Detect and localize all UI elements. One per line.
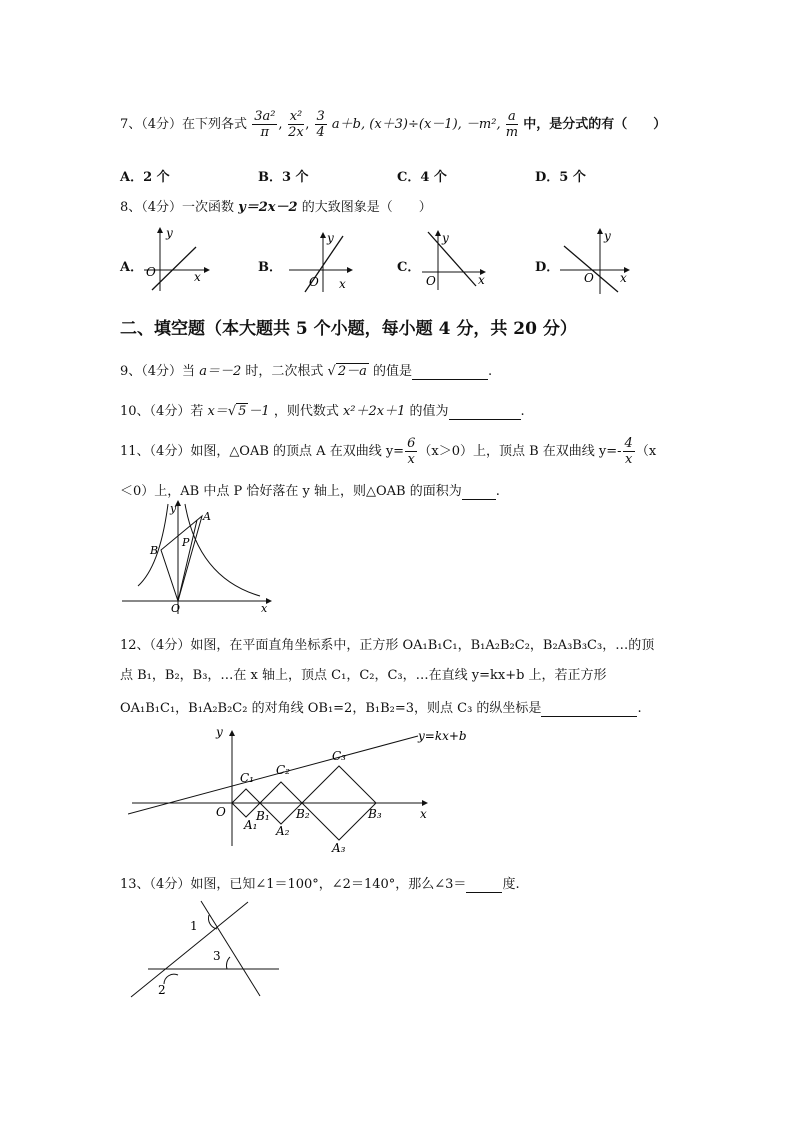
q7-f4-num: a	[506, 109, 518, 125]
q10-radicand: 5	[238, 404, 247, 419]
q11-fraction-2	[623, 436, 635, 467]
q11-a-label: A	[203, 510, 211, 523]
q11-y-label: y	[170, 502, 177, 515]
q12-period: .	[637, 701, 642, 716]
q8d-origin-label: O	[584, 271, 594, 285]
section-title: 二、填空题（本大题共 5 个小题，每小题 4 分，共 20 分）	[120, 319, 577, 339]
q12-c3-label: C₃	[332, 749, 346, 763]
q11-figure	[118, 498, 278, 616]
q12-b3-label: B₃	[368, 807, 382, 821]
q8b-y-label: y	[327, 231, 334, 245]
q8a-x-label: x	[194, 270, 201, 284]
q12-figure	[128, 722, 473, 860]
q12-o-label: O	[216, 805, 226, 819]
q12-stem-line2: 点 B₁，B₂，B₃，…在 x 轴上，顶点 C₁，C₂，C₃，…在直线 y=kx+b 上，若正方形	[120, 668, 607, 683]
q8-label-c: C．	[397, 260, 421, 275]
q12-x-label: x	[420, 807, 427, 821]
q8-suffix: 的大致图象是（ ）	[301, 200, 432, 215]
q13-answer-blank[interactable]	[466, 877, 502, 893]
q12-a2-label: A₂	[276, 824, 290, 838]
q7-expressions: a＋b, (x＋3)÷(x－1), －m²,	[331, 117, 501, 132]
q11-f2-num: 4	[624, 436, 633, 451]
q7-fraction-2	[288, 109, 305, 140]
q10-stem	[120, 400, 525, 420]
q8-label-b: B．	[258, 260, 282, 275]
q10-radical: √ 5	[227, 404, 247, 419]
q10-mid: ，则代数式	[273, 404, 339, 419]
q9-stem	[120, 360, 492, 380]
q7-f2-den: 2x	[288, 125, 304, 140]
q8b-origin-label: O	[309, 275, 319, 289]
q12-answer-blank[interactable]	[541, 701, 637, 717]
q7-fraction-3	[315, 109, 327, 140]
q12-stem-line1: 12、（4分）如图，在平面直角坐标系中，正方形 OA₁B₁C₁，B₁A₂B₂C₂，B₂A₃B₃C₃，…的顶	[120, 638, 655, 653]
q12-b2-label: B₂	[296, 807, 310, 821]
q12-l3: OA₁B₁C₁，B₁A₂B₂C₂ 的对角线 OB₁=2，B₁B₂=3，则点 C₃ 的纵坐标是	[120, 701, 542, 716]
q7-fraction-1	[252, 109, 277, 140]
q9-condition: a＝－2	[199, 364, 242, 379]
q8-stem	[120, 196, 432, 215]
q9-answer-blank[interactable]	[412, 364, 488, 380]
q10-cond-rhs: －1	[248, 404, 270, 419]
q11-b-label: B	[150, 544, 159, 557]
q11-period: .	[495, 484, 500, 499]
q11-l1-a: 11、（4分）如图，△OAB 的顶点 A 在双曲线 y=	[120, 444, 405, 459]
q7-f4-den: m	[505, 125, 519, 140]
q12-c1-label: C₁	[240, 771, 254, 785]
q9-suffix: 的值是	[372, 364, 412, 379]
q11-l2: ＜0）上，AB 中点 P 恰好落在 y 轴上，则△OAB 的面积为	[120, 484, 462, 499]
q8a-origin-label: O	[146, 265, 156, 279]
q9-period: .	[488, 364, 493, 379]
q11-f1-num: 6	[407, 436, 416, 451]
q11-l1-c: （x	[635, 444, 657, 459]
q12-c2-label: C₂	[276, 763, 290, 777]
q7-f1-num: 3a²	[254, 109, 276, 124]
q7-fraction-4	[506, 109, 518, 140]
q13-suffix: 度.	[502, 877, 520, 892]
q8d-x-label: x	[620, 271, 627, 285]
q12-stem-line3	[120, 697, 642, 717]
q7-f3-num: 3	[316, 109, 325, 124]
q11-p-label: P	[182, 536, 190, 549]
q13-prefix: 13、（4分）如图，已知∠1＝100°，∠2＝140°，那么∠3＝	[120, 877, 467, 892]
q7-stem: 7、（4分）在下列各式 $\frac{\text{3a²}}{\pi}$ , $\frac{\text{x²}}{2x}$ , $\frac{3}{4}$ a＋b, (x＋3)÷(x－1), －m², $\frac{a}{m}$ 中，是分式的有（ ）	[120, 109, 667, 140]
q8c-y-label: y	[442, 231, 449, 245]
q13-angle-2-label: 2	[158, 983, 166, 997]
q7-prefix: 7、（4分）在下列各式	[120, 117, 248, 132]
q8-label-a: A．	[120, 260, 144, 275]
q8-expression: y＝2x－2	[238, 200, 298, 215]
q7-f3-den: 4	[316, 125, 325, 140]
q8-graph-d	[560, 226, 634, 298]
q8-graph-a	[140, 225, 210, 295]
q10-period: .	[520, 404, 525, 419]
q11-x-label: x	[261, 602, 268, 615]
q11-f1-den: x	[407, 452, 415, 467]
q7-option-d: D．5 个	[535, 170, 586, 185]
q10-expression: x²＋2x＋1	[342, 404, 406, 419]
q13-angle-1-label: 1	[190, 919, 198, 933]
q8-label-d: D．	[535, 260, 560, 275]
q7-option-c: C．4 个	[397, 170, 447, 185]
q9-radical: √ 2－a	[327, 364, 367, 379]
q8a-y-label: y	[166, 226, 173, 240]
q8d-y-label: y	[604, 229, 611, 243]
q11-stem-line1	[120, 436, 656, 467]
q12-y-label: y	[216, 725, 223, 739]
q10-answer-blank[interactable]	[449, 404, 521, 420]
q9-mid: 时，二次根式	[245, 364, 324, 379]
q11-f2-den: x	[625, 452, 633, 467]
q7-suffix: 中，是分式的有（ ）	[523, 117, 667, 132]
q12-a1-label: A₁	[244, 818, 258, 832]
q7-f2-num: x²	[289, 109, 303, 124]
q13-stem	[120, 873, 520, 893]
q8c-x-label: x	[478, 273, 485, 287]
q8-graph-c	[420, 228, 490, 293]
q11-l1-b: （x＞0）上，顶点 B 在双曲线 y=-	[418, 444, 622, 459]
q13-angle-3-label: 3	[213, 949, 221, 963]
q8c-origin-label: O	[426, 274, 436, 288]
q12-a3-label: A₃	[332, 841, 346, 855]
q8b-x-label: x	[339, 277, 346, 291]
q10-prefix: 10、（4分）若	[120, 404, 204, 419]
q10-suffix: 的值为	[409, 404, 449, 419]
q7-option-b: B．3 个	[258, 170, 309, 185]
q7-f1-den: π	[260, 125, 270, 140]
q12-line-label: y=kx+b	[418, 729, 467, 743]
q11-answer-blank[interactable]	[462, 484, 496, 500]
q9-prefix: 9、（4分）当	[120, 364, 196, 379]
q11-fraction-1	[405, 436, 417, 467]
q11-o-label: O	[171, 602, 181, 615]
q8-prefix: 8、（4分）一次函数	[120, 200, 235, 215]
q7-option-a: A．2 个	[120, 170, 170, 185]
q9-radicand: 2－a	[337, 364, 367, 379]
q10-cond-lhs: x＝	[207, 404, 228, 419]
q12-b1-label: B₁	[256, 809, 270, 823]
q8-graph-b	[285, 230, 355, 295]
q13-figure	[126, 898, 286, 1002]
q11-stem-line2	[120, 480, 500, 500]
